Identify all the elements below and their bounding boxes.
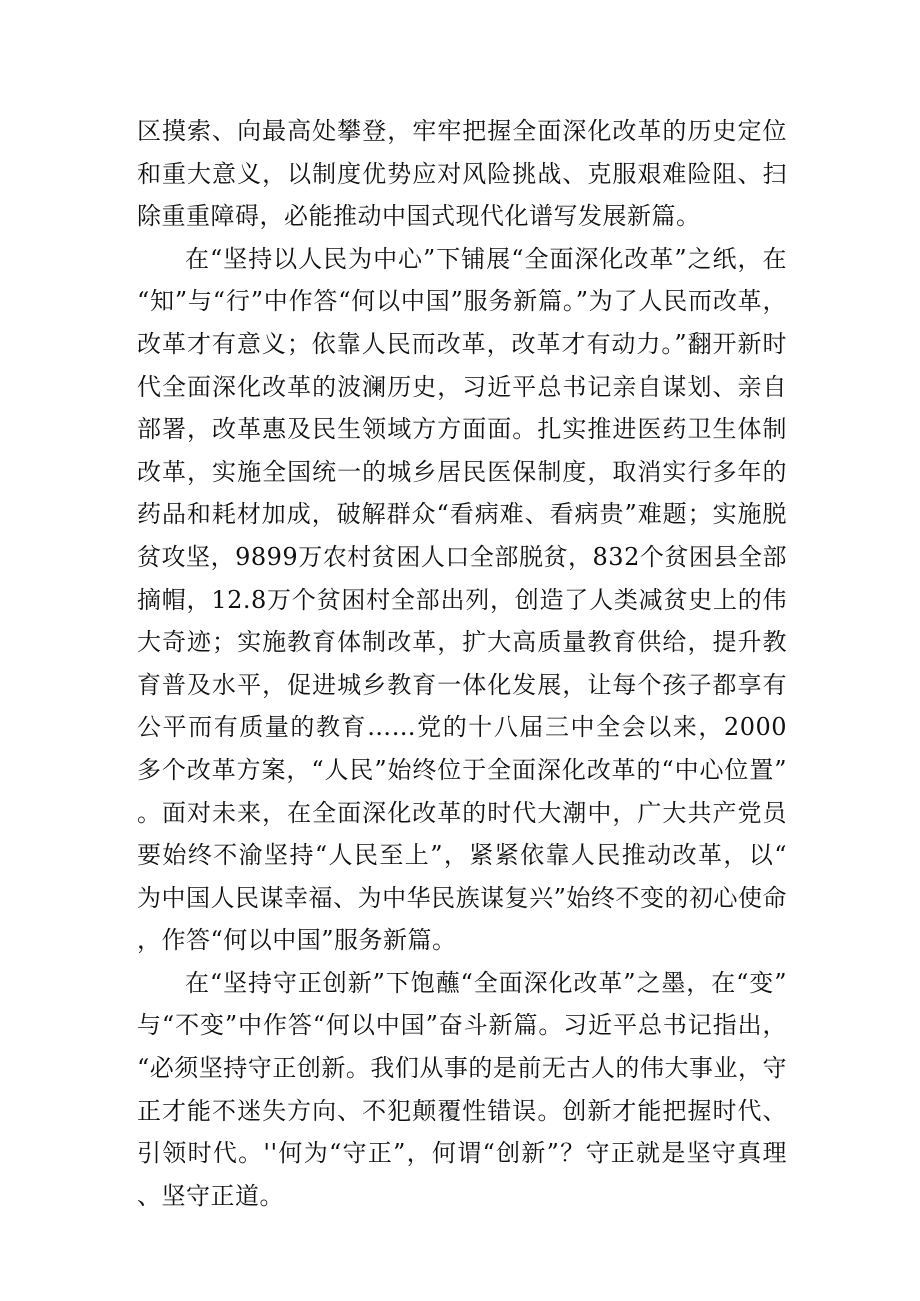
body-text bbox=[137, 110, 787, 1217]
paragraph-1: 区摸索、向最高处攀登，牢牢把握全面深化改革的历史定位和重大意义，以制度优势应对风险挑战、克服艰难险阻、扫除重重障碍，必能推动中国式现代化谱写发展新篇。 bbox=[137, 117, 787, 231]
paragraph-2: 在“坚持以人民为中心”下铺展“全面深化改革”之纸，在“知”与“行”中作答“何以中国”服务新篇。”为了人民而改革，改革才有意义；依靠人民而改革，改革才有动力。”翻开新时代全面深化改革的波澜历史，习近平总书记亲自谋划、亲自部署，改革惠及民生领域方方面面。扎实推进医药卫生体制改革，实施全国统一的城乡居民医保制度，取消实行多年的药品和耗材加成，破解群众“看病难、看病贵”难题；实施脱贫攻坚，9899万农村贫困人口全部脱贫，832个贫困县全部摘帽，12.8万个贫困村全部出列，创造了人类减贫史上的伟大奇迹；实施教育体制改革，扩大高质量教育供给，提升教育普及水平，促进城乡教育一体化发展，让每个孩子都享有公平而有质量的教育……党的十八届三中全会以来，2000多个改革方案，“人民”始终位于全面深化改革的“中心位置”。面对未来，在全面深化改革的时代大潮中，广大共产党员要始终不渝坚持“人民至上”，紧紧依靠人民推动改革，以“为中国人民谋幸福、为中华民族谋复兴”始终不变的初心使命，作答“何以中国”服务新篇。 bbox=[137, 244, 787, 955]
paragraph-3: 在“坚持守正创新”下饱蘸“全面深化改革”之墨，在“变”与“不变”中作答“何以中国”奋斗新篇。习近平总书记指出，“必须坚持守正创新。我们从事的是前无古人的伟大事业，守正才能不迷失方向、不犯颠覆性错误。创新才能把握时代、引领时代。''何为“守正”，何谓“创新”？守正就是坚守真理、坚守正道。 bbox=[137, 968, 787, 1210]
